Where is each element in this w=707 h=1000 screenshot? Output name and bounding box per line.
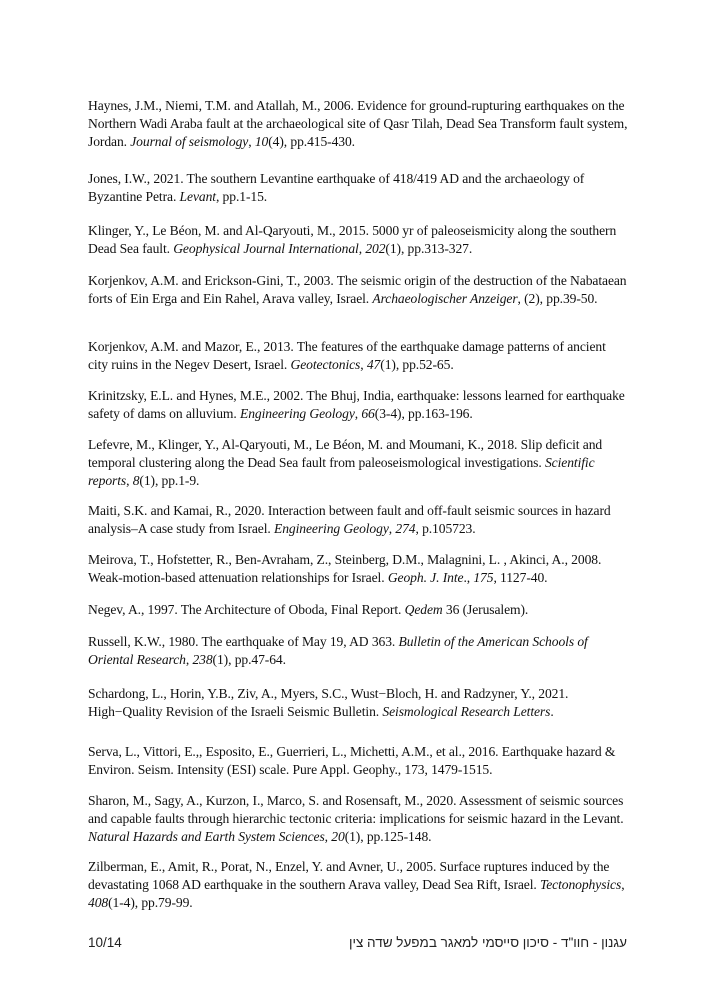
- journal-volume: 175: [473, 570, 494, 585]
- reference-entry: Schardong, L., Horin, Y.B., Ziv, A., Myers, S.C., Wust−Bloch, H. and Radzyner, Y., 2021. High−Quality Revision of the Israeli Seismic Bulletin. Seismological Research Letters.: [88, 686, 569, 719]
- page-number: 10/14: [88, 935, 122, 950]
- reference-entry: Sharon, M., Sagy, A., Kurzon, I., Marco, S. and Rosensaft, M., 2020. Assessment of seismic sources and capable faults through hierarchic tectonic criteria: implications for seismic hazard in the Levant. Natural Hazards and Earth System Sciences, 20(1), pp.125-148.: [88, 793, 624, 844]
- journal-volume: 66: [361, 406, 375, 421]
- reference-entry: Russell, K.W., 1980. The earthquake of May 19, AD 363. Bulletin of the American Schools of Oriental Research, 238(1), pp.47-64.: [88, 634, 588, 667]
- reference-entry: Maiti, S.K. and Kamai, R., 2020. Interaction between fault and off-fault seismic sources in hazard analysis–A case study from Israel. Engineering Geology, 274, p.105723.: [88, 503, 611, 536]
- journal-name: Levant: [179, 189, 216, 204]
- journal-volume: 8: [132, 473, 140, 488]
- reference-entry: Lefevre, M., Klinger, Y., Al-Qaryouti, M., Le Béon, M. and Moumani, K., 2018. Slip deficit and temporal clustering along the Dead Sea fault from paleoseismological investigations. Scientific reports, 8(1), pp.1-9.: [88, 437, 603, 488]
- journal-name: Scientific reports: [88, 455, 595, 488]
- journal-name: Tectonophysics: [540, 877, 622, 892]
- journal-volume: 10: [254, 134, 269, 149]
- journal-volume: 274: [395, 521, 416, 536]
- journal-volume: 408: [88, 895, 109, 910]
- journal-volume: 47: [366, 357, 381, 372]
- journal-name: Journal of seismology: [130, 134, 249, 149]
- journal-volume: 202: [365, 241, 386, 256]
- journal-volume: 20: [331, 829, 345, 844]
- journal-name: Engineering Geology: [240, 406, 355, 421]
- journal-volume: 238: [192, 652, 213, 667]
- journal-name: Geoph. J. Inte: [387, 570, 464, 585]
- journal-name: Geotectonics: [290, 357, 361, 372]
- reference-entry: Meirova, T., Hofstetter, R., Ben-Avraham, Z., Steinberg, D.M., Malagnini, L. , Akinci, A., 2008. Weak-motion-based attenuation relationships for Israel. Geoph. J. Inte., 175, 1127-40.: [88, 552, 602, 585]
- document-title: עגנון - חוו"ד - סיכון סייסמי למאגר במפעל שדה צין: [348, 935, 627, 950]
- reference-entry: Serva, L., Vittori, E.,, Esposito, E., Guerrieri, L., Michetti, A.M., et al., 2016. Earthquake hazard & Environ. Seism. Intensity (ESI) scale. Pure Appl. Geophy., 173, 1479-1515.: [88, 744, 616, 777]
- reference-entry: Negev, A., 1997. The Architecture of Oboda, Final Report. Qedem 36 (Jerusalem).: [88, 602, 529, 617]
- journal-name: Natural Hazards and Earth System Sciences: [88, 829, 325, 844]
- journal-name: Geophysical Journal International: [173, 241, 359, 256]
- journal-name: Qedem: [404, 602, 443, 617]
- journal-name: Engineering Geology: [274, 521, 389, 536]
- reference-entry: Krinitzsky, E.L. and Hynes, M.E., 2002. The Bhuj, India, earthquake: lessons learned for earthquake safety of dams on alluvium. Engineering Geology, 66(3-4), pp.163-196.: [88, 388, 625, 421]
- journal-name: Bulletin of the American Schools of Oriental Research: [88, 634, 588, 667]
- reference-entry: Korjenkov, A.M. and Mazor, E., 2013. The features of the earthquake damage patterns of ancient city ruins in the Negev Desert, Israel. Geotectonics, 47(1), pp.52-65.: [88, 339, 606, 372]
- reference-entry: Klinger, Y., Le Béon, M. and Al-Qaryouti, M., 2015. 5000 yr of paleoseismicity along the southern Dead Sea fault. Geophysical Journal International, 202(1), pp.313-327.: [88, 223, 617, 256]
- reference-entry: Zilberman, E., Amit, R., Porat, N., Enzel, Y. and Avner, U., 2005. Surface ruptures induced by the devastating 1068 AD earthquake in the southern Arava valley, Dead Sea Rift, Israel. Tectonophysics, 408(1-4), pp.79-99.: [88, 859, 625, 910]
- reference-entry: Haynes, J.M., Niemi, T.M. and Atallah, M., 2006. Evidence for ground-rupturing earthquakes on the Northern Wadi Araba fault at the archaeological site of Qasr Tilah, Dead Sea Transform fault system, Jordan. Journal of seismology, 10(4), pp.415-430.: [88, 98, 628, 149]
- reference-entry: Korjenkov, A.M. and Erickson-Gini, T., 2003. The seismic origin of the destruction of the Nabataean forts of Ein Erga and Ein Rahel, Arava valley, Israel. Archaeologischer Anzeiger, (2), pp.39-50.: [88, 273, 627, 306]
- journal-name: Archaeologischer Anzeiger: [372, 291, 518, 306]
- journal-name: Seismological Research Letters: [382, 704, 551, 719]
- reference-entry: Jones, I.W., 2021. The southern Levantine earthquake of 418/419 AD and the archaeology of Byzantine Petra. Levant, pp.1-15.: [88, 171, 585, 204]
